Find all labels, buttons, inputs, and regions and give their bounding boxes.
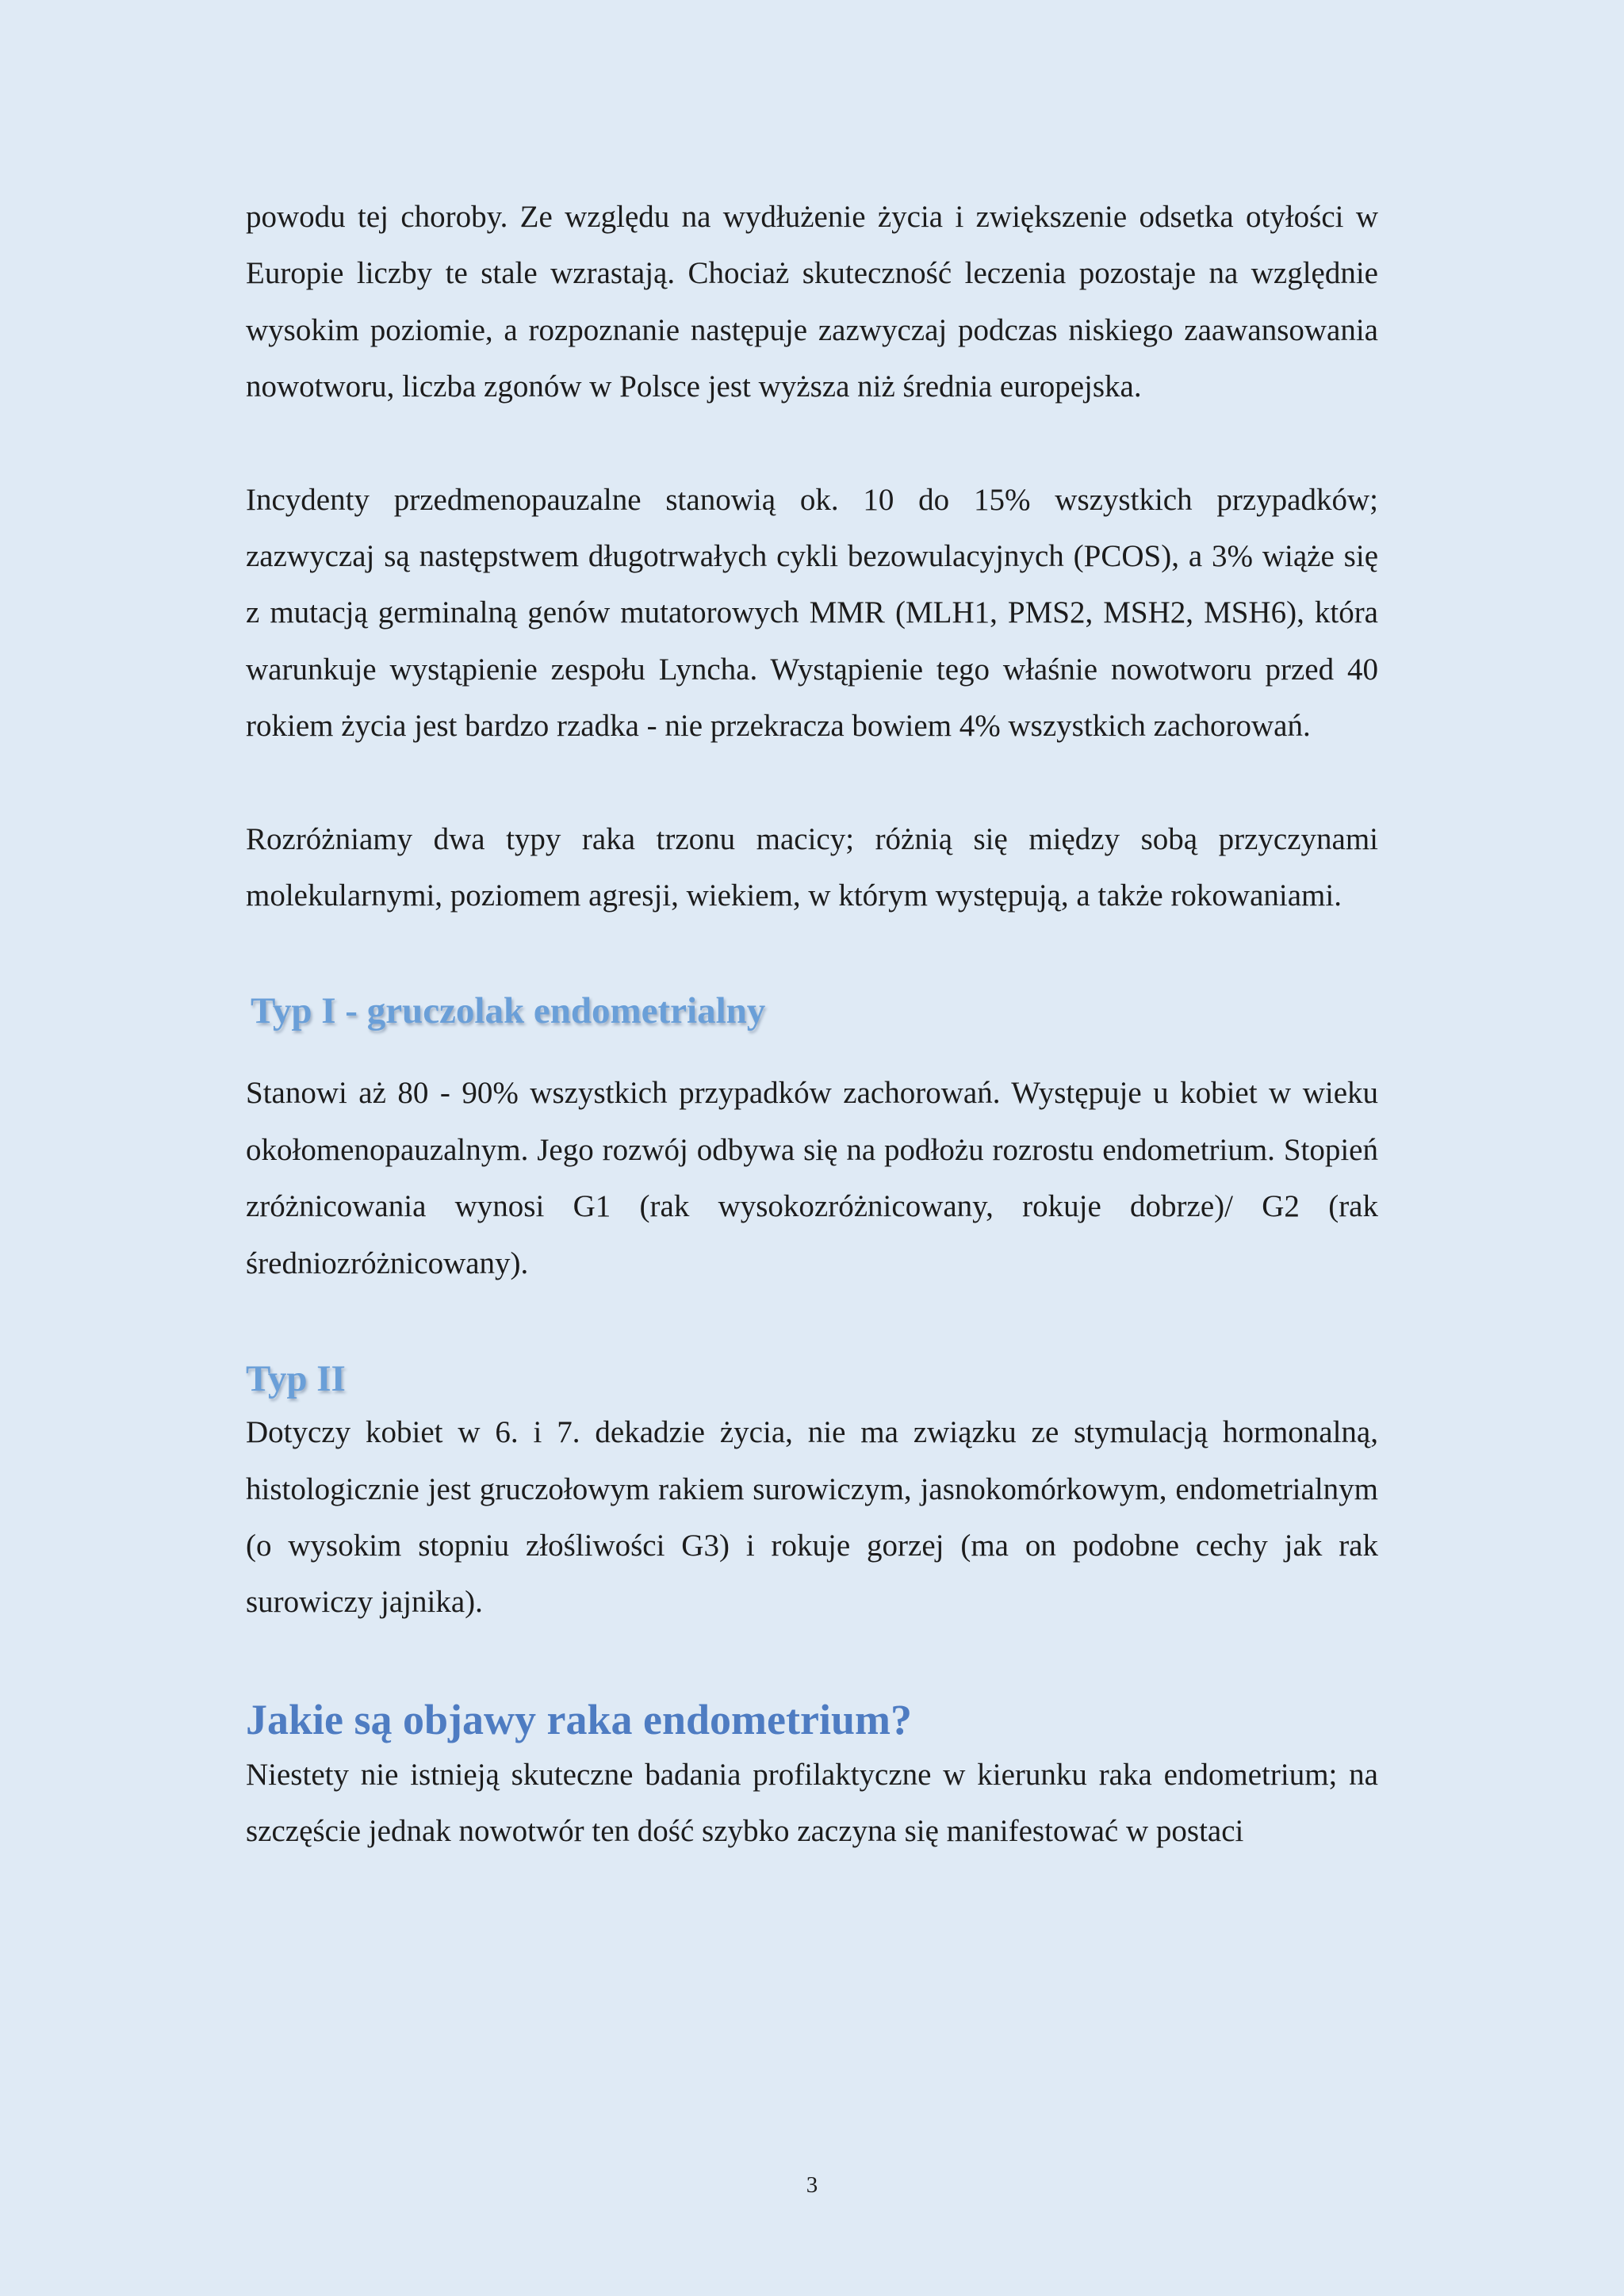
page-number: 3	[806, 2172, 818, 2198]
paragraph-symptoms: Niestety nie istnieją skuteczne badania profilaktyczne w kierunku raka endometrium; na szczęście jednak nowotwór ten dość szybko zaczyna się manifestować w postaci	[246, 1757, 1378, 1849]
heading-type-1: Typ I - gruczolak endometrialny	[251, 990, 766, 1032]
paragraph-premenopausal-incidents: Incydenty przedmenopauzalne stanowią ok. 10 do 15% wszystkich przypadków; zazwyczaj są następstwem długotrwałych cykli bezowulacyjnych (PCOS), a 3% wiąże się z mutacją germinalną genów mutatorowych MMR (MLH1, PMS2, MSH2, MSH6), która warunkuje wystąpienie zespołu Lyncha. Wystąpienie tego właśnie nowotworu przed 40 rokiem życia jest bardzo rzadka - nie przekracza bowiem 4% wszystkich zachorowań.	[246, 482, 1378, 744]
paragraph-disease-statistics: powodu tej choroby. Ze względu na wydłużenie życia i zwiększenie odsetka otyłości w Europie liczby te stale wzrastają. Chociaż skuteczność leczenia pozostaje na względnie wysokim poziomie, a rozpoznanie następuje zazwyczaj podczas niskiego zaawansowania nowotworu, liczba zgonów w Polsce jest wyższa niż średnia europejska.	[246, 200, 1378, 404]
heading-type-2: Typ II	[246, 1358, 346, 1400]
paragraph-type-2-description: Dotyczy kobiet w 6. i 7. dekadzie życia, nie ma związku ze stymulacją hormonalną, histologicznie jest gruczołowym rakiem surowiczym, jasnokomórkowym, endometrialnym (o wysokim stopniu złośliwości G3) i rokuje gorzej (ma on podobne cechy jak rak surowiczy jajnika).	[246, 1415, 1378, 1620]
heading-symptoms: Jakie są objawy raka endometrium?	[246, 1695, 912, 1743]
paragraph-type-1-description: Stanowi aż 80 - 90% wszystkich przypadków zachorowań. Występuje u kobiet w wieku okołomenopauzalnym. Jego rozwój odbywa się na podłożu rozrostu endometrium. Stopień zróżnicowania wynosi G1 (rak wysokozróżnicowany, rokuje dobrze)/ G2 (rak średniozróżnicowany).	[246, 1076, 1378, 1280]
document-page	[246, 189, 1378, 1860]
paragraph-cancer-types-intro: Rozróżniamy dwa typy raka trzonu macicy; różnią się między sobą przyczynami molekularnymi, poziomem agresji, wiekiem, w którym występują, a także rokowaniami.	[246, 821, 1378, 913]
